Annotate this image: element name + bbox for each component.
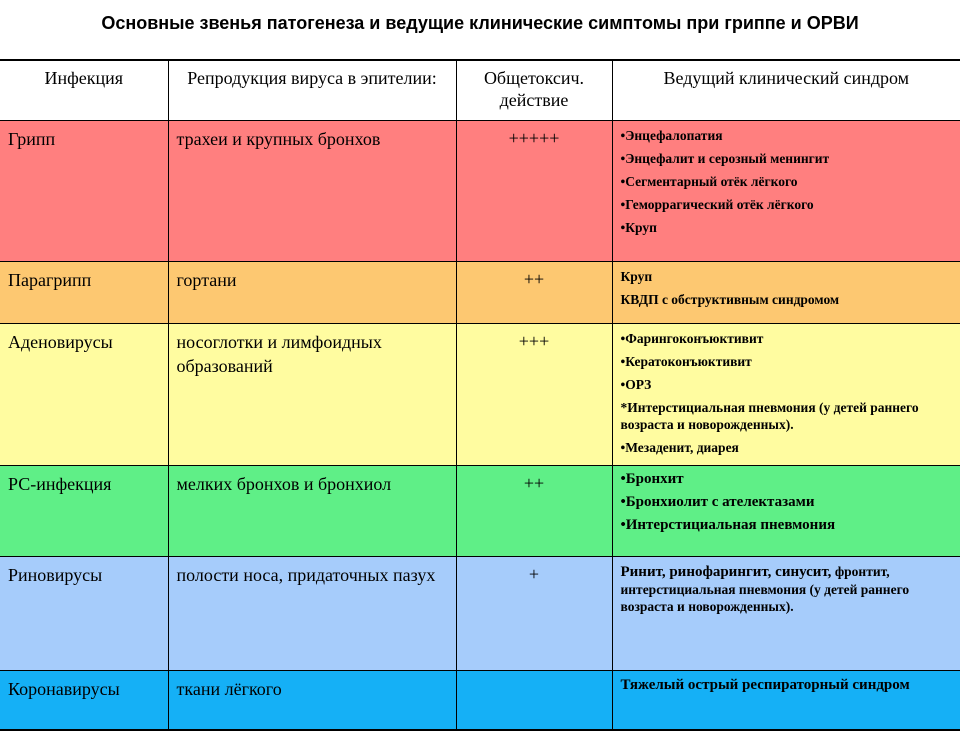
toxic-cell: + [456,556,612,670]
syndrome-cell [612,261,960,323]
syndrome-item: •Бронхит [621,468,960,491]
reproduction-cell: трахеи и крупных бронхов [168,120,456,261]
syndrome-item: КВДП с обструктивным синдромом [621,288,960,311]
pathogenesis-table [0,59,960,731]
toxic-cell: +++++ [456,120,612,261]
syndrome-item: •Геморрагический отёк лёгкого [621,193,960,216]
syndrome-item: •Бронхиолит с ателектазами [621,491,960,514]
syndrome-item: •Фарингоконъюктивит [621,327,960,350]
header-clinical-syndrome: Ведущий клинический синдром [612,60,960,120]
reproduction-cell: мелких бронхов и бронхиол [168,465,456,556]
header-toxic-action: Общетоксич. действие [456,60,612,120]
header-reproduction: Репродукция вируса в эпителии: [168,60,456,120]
infection-cell: РС-инфекция [0,465,168,556]
reproduction-cell: ткани лёгкого [168,670,456,730]
syndrome-item: •ОРЗ [621,373,960,396]
syndrome-item: •Мезаденит, диарея [621,436,960,459]
toxic-cell: ++ [456,465,612,556]
syndrome-cell [612,323,960,465]
table-row [0,323,960,465]
header-row [0,60,960,120]
table-row [0,120,960,261]
toxic-cell: +++ [456,323,612,465]
syndrome-item: •Интерстициальная пневмония [621,514,960,537]
reproduction-cell: носоглотки и лимфоидных образований [168,323,456,465]
reproduction-cell: полости носа, придаточных пазух [168,556,456,670]
syndrome-item: •Кератоконъюктивит [621,350,960,373]
infection-cell: Аденовирусы [0,323,168,465]
syndrome-item: •Сегментарный отёк лёгкого [621,170,960,193]
table-row [0,465,960,556]
syndrome-item: *Интерстициальная пневмония (у детей раннего возраста и новорожденных). [621,396,960,436]
syndrome-cell [612,120,960,261]
toxic-cell: ++ [456,261,612,323]
slide-title: Основные звенья патогенеза и ведущие клинические симптомы при гриппе и ОРВИ [0,10,960,36]
reproduction-cell: гортани [168,261,456,323]
infection-cell: Грипп [0,120,168,261]
header-infection: Инфекция [0,60,168,120]
syndrome-main: Ринит, ринофарингит, синусит, [621,564,832,580]
syndrome-cell [612,465,960,556]
syndrome-item: •Энцефалит и серозный менингит [621,147,960,170]
syndrome-cell [612,556,960,670]
syndrome-cell [612,670,960,730]
infection-cell: Коронавирусы [0,670,168,730]
toxic-cell [456,670,612,730]
table-row [0,670,960,730]
table-row [0,261,960,323]
syndrome-item: Круп [621,265,960,288]
infection-cell: Риновирусы [0,556,168,670]
syndrome-item: •Энцефалопатия [621,124,960,147]
infection-cell: Парагрипп [0,261,168,323]
syndrome-item: •Круп [621,216,960,239]
table-row [0,556,960,670]
syndrome-item: Тяжелый острый респираторный синдром [621,673,960,697]
syndrome-tail: фронтит, интерстициальная пневмония (у детей раннего возраста и новорожденных). [621,564,910,614]
